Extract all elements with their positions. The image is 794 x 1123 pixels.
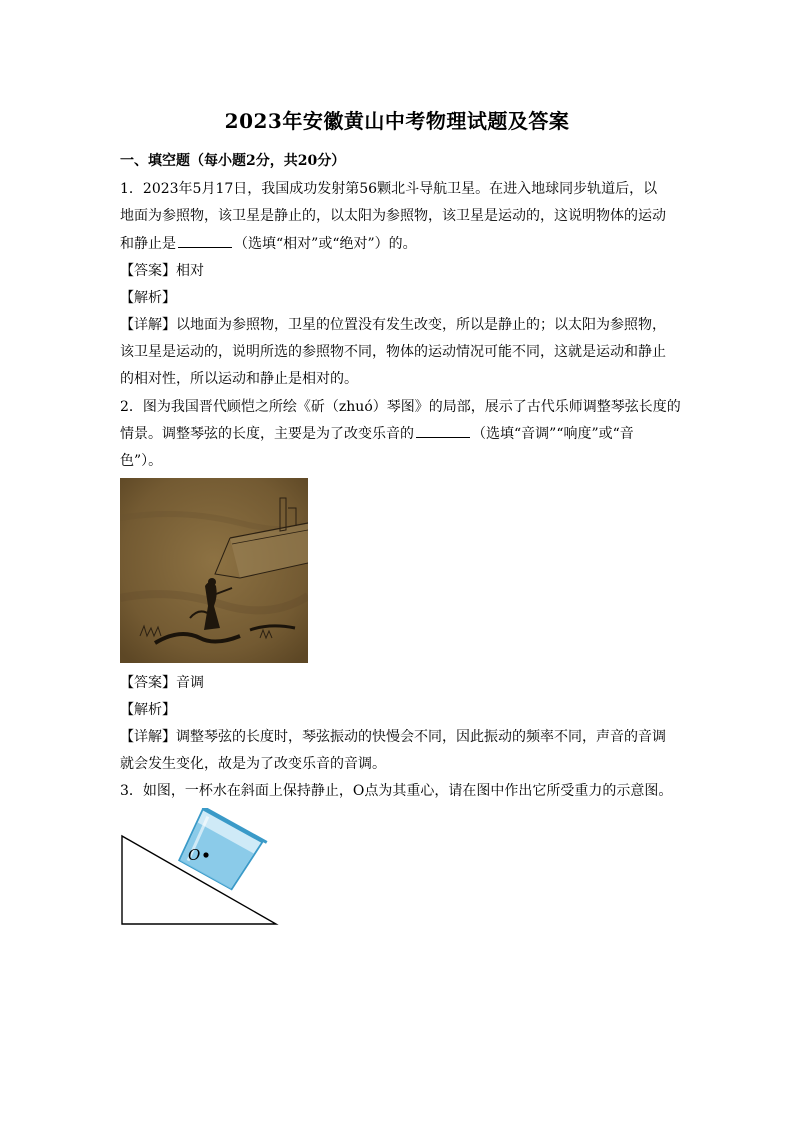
q2-answer-blank	[416, 425, 470, 438]
document-title: 2023年安徽黄山中考物理试题及答案	[224, 109, 570, 133]
q3-line-1: 3．如图，一杯水在斜面上保持静止，O点为其重心，请在图中作出它所受重力的示意图。	[120, 783, 673, 799]
q2-line-1: 2．图为我国晋代顾恺之所绘《斫（zhuó）琴图》的局部，展示了古代乐师调整琴弦长度的	[120, 399, 681, 415]
q2-answer: 【答案】音调	[120, 675, 204, 691]
water-cup-icon	[172, 808, 267, 893]
incline-svg	[118, 808, 293, 933]
q1-answer-blank	[178, 235, 232, 248]
q1-line-3-after: （选填“相对”或“绝对”）的。	[234, 236, 417, 252]
q2-line-2-before: 情景。调整琴弦的长度，主要是为了改变乐音的	[120, 426, 414, 442]
point-o-label: O	[188, 846, 201, 864]
q1-line-3	[120, 235, 680, 253]
q2-line-2	[120, 425, 680, 443]
q1-answer: 【答案】相对	[120, 263, 204, 279]
q2-analysis-label: 【解析】	[120, 702, 176, 718]
q1-analysis-label: 【解析】	[120, 290, 176, 306]
q2-line-2-after: （选填“音调”“响度”或“音	[472, 426, 634, 442]
q2-detail-1: 【详解】调整琴弦的长度时，琴弦振动的快慢会不同，因此振动的频率不同，声音的音调	[120, 729, 666, 745]
painting-svg	[120, 478, 308, 663]
cup-on-incline-figure	[118, 808, 293, 933]
q1-line-2: 地面为参照物，该卫星是静止的，以太阳为参照物，该卫星是运动的，这说明物体的运动	[120, 208, 666, 224]
q2-detail-2: 就会发生变化，故是为了改变乐音的音调。	[120, 756, 386, 772]
q1-line-3-before: 和静止是	[120, 236, 176, 252]
center-of-gravity-dot	[203, 852, 208, 857]
ancient-painting-image	[120, 478, 308, 663]
q1-detail-2: 该卫星是运动的，说明所选的参照物不同，物体的运动情况可能不同，这就是运动和静止	[120, 344, 666, 360]
section-heading: 一、填空题（每小题2分，共20分）	[120, 153, 346, 169]
q2-line-3: 色”）。	[120, 453, 163, 469]
q1-detail-1: 【详解】以地面为参照物，卫星的位置没有发生改变，所以是静止的；以太阳为参照物，	[120, 317, 666, 333]
q1-detail-3: 的相对性，所以运动和静止是相对的。	[120, 371, 358, 387]
q1-line-1: 1．2023年5月17日，我国成功发射第56颗北斗导航卫星。在进入地球同步轨道后，以	[120, 181, 658, 197]
